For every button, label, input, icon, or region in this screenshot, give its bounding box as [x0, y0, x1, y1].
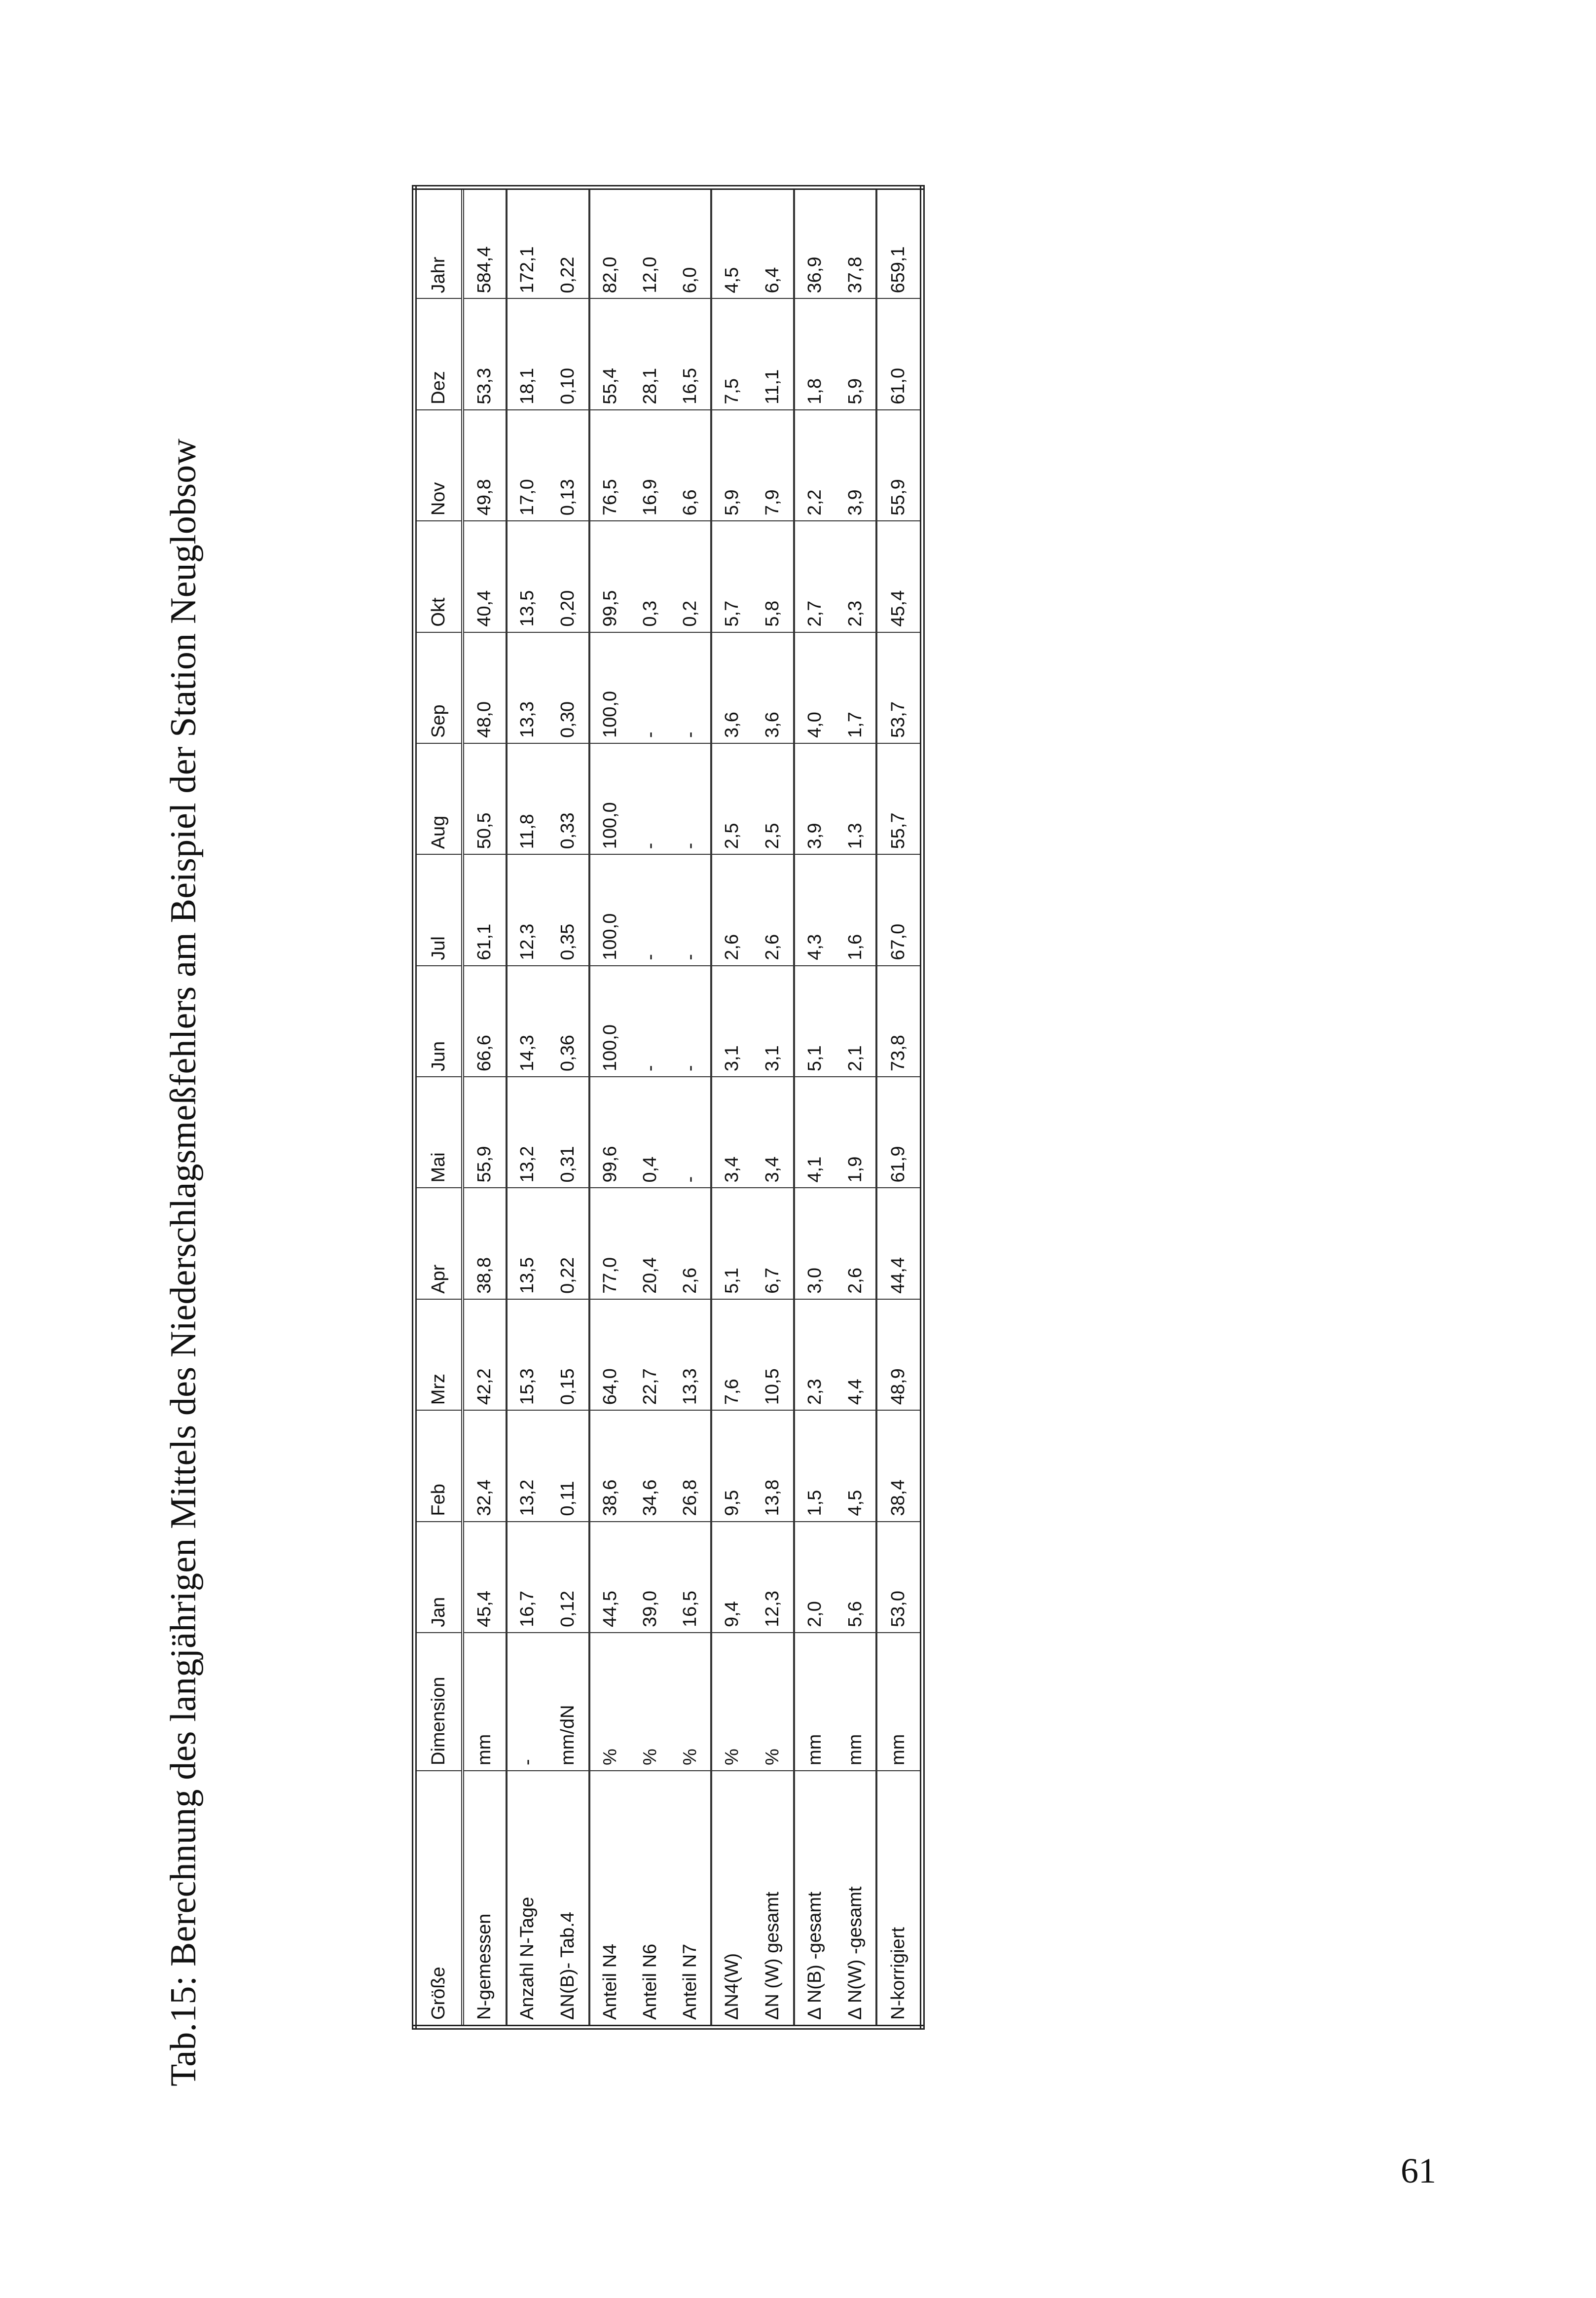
table-container — [412, 185, 925, 2030]
table-cell: 44,4 — [876, 1188, 922, 1299]
table-cell: 13,8 — [753, 1410, 794, 1521]
table-cell: 50,5 — [463, 743, 507, 854]
table-cell: 5,1 — [794, 966, 835, 1077]
table-row — [794, 187, 835, 2027]
row-dimension: mm — [463, 1633, 507, 1771]
table-cell: 7,9 — [753, 410, 794, 521]
table-cell: 13,5 — [507, 521, 548, 632]
table-cell: 0,33 — [548, 743, 589, 854]
table-row — [548, 187, 589, 2027]
table-cell: 4,5 — [711, 187, 753, 299]
table-cell: 3,4 — [753, 1077, 794, 1188]
table-cell: 2,6 — [711, 854, 753, 965]
table-row — [670, 187, 712, 2027]
table-cell: 3,0 — [794, 1188, 835, 1299]
table-cell: 0,13 — [548, 410, 589, 521]
table-cell: 0,12 — [548, 1522, 589, 1633]
table-cell: 99,6 — [589, 1077, 631, 1188]
column-header: Dez — [414, 299, 463, 410]
table-cell: 53,7 — [876, 632, 922, 743]
table-cell: 16,7 — [507, 1522, 548, 1633]
table-cell: 2,1 — [835, 966, 877, 1077]
table-cell: 100,0 — [589, 743, 631, 854]
table-cell: 3,1 — [711, 966, 753, 1077]
column-header: Jul — [414, 854, 463, 965]
table-cell: 26,8 — [670, 1410, 712, 1521]
table-cell: 40,4 — [463, 521, 507, 632]
column-header: Größe — [414, 1771, 463, 2027]
table-cell: 6,4 — [753, 187, 794, 299]
table-row — [630, 187, 670, 2027]
table-cell: 61,1 — [463, 854, 507, 965]
table-cell: 2,6 — [753, 854, 794, 965]
table-cell: - — [670, 743, 712, 854]
precipitation-table — [412, 185, 925, 2030]
table-cell: 5,9 — [835, 299, 877, 410]
table-cell: 18,1 — [507, 299, 548, 410]
table-cell: - — [630, 854, 670, 965]
table-cell: 22,7 — [630, 1299, 670, 1410]
table-cell: 1,8 — [794, 299, 835, 410]
table-cell: 0,36 — [548, 966, 589, 1077]
table-cell: - — [630, 743, 670, 854]
table-cell: 3,1 — [753, 966, 794, 1077]
table-cell: 99,5 — [589, 521, 631, 632]
table-cell: 659,1 — [876, 187, 922, 299]
column-header: Okt — [414, 521, 463, 632]
table-cell: 55,9 — [876, 410, 922, 521]
table-cell: 44,5 — [589, 1522, 631, 1633]
table-cell: 38,8 — [463, 1188, 507, 1299]
table-cell: 15,3 — [507, 1299, 548, 1410]
table-row — [711, 187, 753, 2027]
row-dimension: % — [589, 1633, 631, 1771]
table-cell: 45,4 — [876, 521, 922, 632]
table-cell: 0,2 — [670, 521, 712, 632]
table-row — [753, 187, 794, 2027]
table-cell: 66,6 — [463, 966, 507, 1077]
table-cell: 3,9 — [794, 743, 835, 854]
table-cell: 13,2 — [507, 1077, 548, 1188]
table-cell: 5,1 — [711, 1188, 753, 1299]
row-dimension: % — [753, 1633, 794, 1771]
table-cell: 2,3 — [794, 1299, 835, 1410]
table-cell: 13,3 — [670, 1299, 712, 1410]
table-cell: 172,1 — [507, 187, 548, 299]
table-cell: 13,3 — [507, 632, 548, 743]
table-cell: 77,0 — [589, 1188, 631, 1299]
table-cell: 73,8 — [876, 966, 922, 1077]
table-cell: 1,9 — [835, 1077, 877, 1188]
row-label: ΔN (W) gesamt — [762, 1892, 783, 2020]
table-row — [835, 187, 877, 2027]
table-cell: 2,0 — [794, 1522, 835, 1633]
table-cell: 67,0 — [876, 854, 922, 965]
table-cell: 37,8 — [835, 187, 877, 299]
table-cell: 7,6 — [711, 1299, 753, 1410]
table-cell: 13,2 — [507, 1410, 548, 1521]
table-cell: 38,4 — [876, 1410, 922, 1521]
table-cell: 16,5 — [670, 1522, 712, 1633]
row-label: Anzahl N-Tage — [507, 1771, 548, 2027]
table-cell: 49,8 — [463, 410, 507, 521]
row-label: ΔN(B)- Tab.4 — [557, 1912, 578, 2020]
table-cell: 55,9 — [463, 1077, 507, 1188]
table-cell: 12,3 — [507, 854, 548, 965]
table-cell: 4,1 — [794, 1077, 835, 1188]
column-header: Dimension — [414, 1633, 463, 1771]
table-cell: 3,6 — [753, 632, 794, 743]
table-cell: 4,3 — [794, 854, 835, 965]
column-header: Jan — [414, 1522, 463, 1633]
table-row — [507, 187, 548, 2027]
table-cell: 55,4 — [589, 299, 631, 410]
column-header: Aug — [414, 743, 463, 854]
table-cell: 5,6 — [835, 1522, 877, 1633]
table-cell: 64,0 — [589, 1299, 631, 1410]
table-cell: 3,6 — [711, 632, 753, 743]
table-cell: 11,8 — [507, 743, 548, 854]
table-cell: 34,6 — [630, 1410, 670, 1521]
table-row — [876, 187, 922, 2027]
table-cell: 5,7 — [711, 521, 753, 632]
table-cell: 32,4 — [463, 1410, 507, 1521]
table-cell: 5,9 — [711, 410, 753, 521]
table-cell: 1,6 — [835, 854, 877, 965]
table-cell: 20,4 — [630, 1188, 670, 1299]
table-cell: 0,35 — [548, 854, 589, 965]
table-cell: 9,5 — [711, 1410, 753, 1521]
page-number: 61 — [1401, 2151, 1436, 2190]
table-cell: 14,3 — [507, 966, 548, 1077]
table-cell: 2,2 — [794, 410, 835, 521]
table-cell: 0,3 — [630, 521, 670, 632]
table-cell: 42,2 — [463, 1299, 507, 1410]
table-cell: 39,0 — [630, 1522, 670, 1633]
row-label: Anteil N7 — [679, 1943, 700, 2020]
table-cell: 5,8 — [753, 521, 794, 632]
table-cell: 48,9 — [876, 1299, 922, 1410]
table-cell: 2,7 — [794, 521, 835, 632]
table-cell: - — [670, 632, 712, 743]
table-cell: 53,0 — [876, 1522, 922, 1633]
table-cell: 12,0 — [630, 187, 670, 299]
table-cell: 61,9 — [876, 1077, 922, 1188]
table-cell: 6,7 — [753, 1188, 794, 1299]
table-cell: 100,0 — [589, 854, 631, 965]
column-header: Sep — [414, 632, 463, 743]
row-label: Δ N(B) -gesamt — [794, 1771, 835, 2027]
column-header: Apr — [414, 1188, 463, 1299]
column-header: Mrz — [414, 1299, 463, 1410]
table-cell: 3,9 — [835, 410, 877, 521]
table-cell: 1,7 — [835, 632, 877, 743]
table-cell: 3,4 — [711, 1077, 753, 1188]
table-cell: 45,4 — [463, 1522, 507, 1633]
table-cell: - — [670, 966, 712, 1077]
column-header: Jahr — [414, 187, 463, 299]
table-cell: 13,5 — [507, 1188, 548, 1299]
table-cell: 0,22 — [548, 1188, 589, 1299]
table-cell: 48,0 — [463, 632, 507, 743]
table-cell: 12,3 — [753, 1522, 794, 1633]
table-cell: 2,5 — [753, 743, 794, 854]
row-dimension: % — [711, 1633, 753, 1771]
table-cell: 0,22 — [548, 187, 589, 299]
table-cell: 16,9 — [630, 410, 670, 521]
table-row — [589, 187, 631, 2027]
table-cell: 1,5 — [794, 1410, 835, 1521]
table-cell: 0,4 — [630, 1077, 670, 1188]
table-cell: 36,9 — [794, 187, 835, 299]
table-body — [463, 187, 922, 2027]
table-cell: 0,31 — [548, 1077, 589, 1188]
table-cell: 38,6 — [589, 1410, 631, 1521]
row-dimension: - — [507, 1633, 548, 1771]
column-header: Mai — [414, 1077, 463, 1188]
table-cell: 2,3 — [835, 521, 877, 632]
table-cell: - — [630, 966, 670, 1077]
table-cell: 53,3 — [463, 299, 507, 410]
table-cell: 6,0 — [670, 187, 712, 299]
table-cell: 4,5 — [835, 1410, 877, 1521]
row-label: ΔN4(W) — [711, 1771, 753, 2027]
table-cell: 6,6 — [670, 410, 712, 521]
table-cell: 2,5 — [711, 743, 753, 854]
row-dimension: mm/dN — [548, 1633, 589, 1771]
row-label: Anteil N6 — [639, 1943, 660, 2020]
table-cell: 0,30 — [548, 632, 589, 743]
table-cell: 82,0 — [589, 187, 631, 299]
table-cell: - — [630, 632, 670, 743]
row-dimension: mm — [876, 1633, 922, 1771]
table-cell: 0,20 — [548, 521, 589, 632]
column-header: Nov — [414, 410, 463, 521]
table-cell: - — [670, 854, 712, 965]
row-label: Δ N(W) -gesamt — [844, 1886, 866, 2020]
table-cell: 7,5 — [711, 299, 753, 410]
table-cell: 17,0 — [507, 410, 548, 521]
header-row — [414, 187, 463, 2027]
table-cell: 0,11 — [548, 1410, 589, 1521]
row-dimension: % — [630, 1633, 670, 1771]
row-dimension: mm — [835, 1633, 877, 1771]
row-dimension: mm — [794, 1633, 835, 1771]
row-label: Anteil N4 — [589, 1771, 631, 2027]
table-cell: 0,10 — [548, 299, 589, 410]
table-caption: Tab.15: Berechnung des langjährigen Mittels des Niederschlagsmeßfehlers am Beispiel der Station Neuglobsow — [163, 438, 204, 2086]
table-cell: - — [670, 1077, 712, 1188]
table-cell: 28,1 — [630, 299, 670, 410]
table-cell: 76,5 — [589, 410, 631, 521]
table-cell: 11,1 — [753, 299, 794, 410]
column-header: Feb — [414, 1410, 463, 1521]
row-dimension: % — [670, 1633, 712, 1771]
row-label: N-korrigiert — [876, 1771, 922, 2027]
table-cell: 55,7 — [876, 743, 922, 854]
table-cell: 584,4 — [463, 187, 507, 299]
table-cell: 100,0 — [589, 632, 631, 743]
table-cell: 1,3 — [835, 743, 877, 854]
table-cell: 2,6 — [670, 1188, 712, 1299]
table-cell: 9,4 — [711, 1522, 753, 1633]
table-cell: 4,4 — [835, 1299, 877, 1410]
column-header: Jun — [414, 966, 463, 1077]
table-cell: 100,0 — [589, 966, 631, 1077]
table-row — [463, 187, 507, 2027]
table-cell: 2,6 — [835, 1188, 877, 1299]
table-cell: 61,0 — [876, 299, 922, 410]
table-header — [414, 187, 463, 2027]
row-label: N-gemessen — [463, 1771, 507, 2027]
table-cell: 10,5 — [753, 1299, 794, 1410]
table-cell: 4,0 — [794, 632, 835, 743]
table-cell: 0,15 — [548, 1299, 589, 1410]
table-cell: 16,5 — [670, 299, 712, 410]
